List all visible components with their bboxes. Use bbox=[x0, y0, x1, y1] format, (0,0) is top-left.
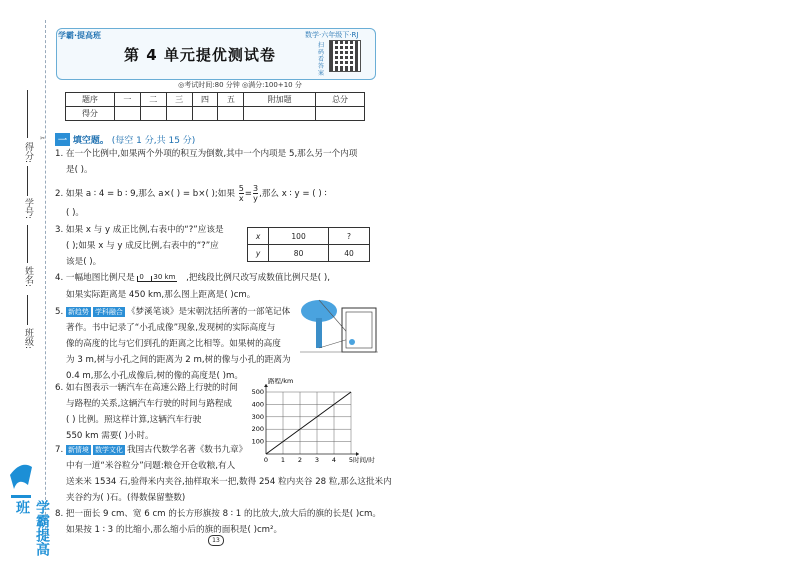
q8-line1: 8. 把一面长 9 cm、宽 6 cm 的长方形旗按 8 ∶ 1 的比放大,放大后的旗的长是( )cm。 bbox=[55, 509, 381, 519]
q2-text1: 2. 如果 a ∶ 4 = b ∶ 9,那么 a×( ) = b×( );如果 bbox=[55, 189, 235, 199]
xy-cell: 100 bbox=[269, 228, 329, 245]
scale-bar-zero: 0 bbox=[139, 272, 144, 281]
q4-text2: ,把线段比例尺改写成数值比例尺是( ), bbox=[186, 273, 330, 283]
q5-line2: 著作。书中记录了“小孔成像”现象,发现树的实际高度与 bbox=[66, 323, 276, 333]
score-header-cell: 二 bbox=[140, 93, 166, 107]
score-cell[interactable] bbox=[140, 107, 166, 121]
x-tick-label: 1 bbox=[280, 456, 286, 464]
score-cell[interactable] bbox=[218, 107, 244, 121]
y-tick-label: 500 bbox=[251, 388, 264, 396]
x-tick-label: 3 bbox=[314, 456, 320, 464]
q5-tag-trend: 新趋势 bbox=[67, 308, 89, 316]
q2-frac2-den: y bbox=[253, 194, 258, 203]
q6-line4: 550 km 需要( )小时。 bbox=[66, 431, 154, 441]
scale-bar-label: 30 km bbox=[153, 272, 176, 281]
q1-line1: 1. 在一个比例中,如果两个外项的积互为倒数,其中一个内项是 5,那么另一个内项 bbox=[55, 149, 358, 159]
y-tick-label: 200 bbox=[251, 425, 264, 434]
q7-line1: 7. 新情境 数学文化 我国古代数学名著《数书九章》 bbox=[55, 445, 248, 455]
q5-line1: 5. 新趋势 学科融合 《梦溪笔谈》是宋朝沈括所著的一部笔记体 bbox=[55, 307, 291, 317]
q2-frac2-num: 3 bbox=[253, 184, 259, 193]
xy-cell: 80 bbox=[269, 245, 329, 262]
xy-cell: y bbox=[248, 245, 269, 262]
q5-line3: 像的高度的比与它们到孔的距离之比相等。如果树的高度 bbox=[66, 339, 281, 349]
q7-line3: 送来米 1534 石,验得米内夹谷,抽样取米一把,数得 254 粒内夹谷 28 粒,那么这批米内 bbox=[66, 477, 392, 487]
q6-line1: 6. 如右图表示一辆汽车在高速公路上行驶的时间 bbox=[55, 383, 238, 393]
grade-tag: 数学·六年级下·RJ bbox=[305, 31, 359, 39]
q4-text1: 4. 一幅地图比例尺是 bbox=[55, 273, 135, 283]
scale-bar bbox=[137, 272, 183, 284]
score-row-label: 得分 bbox=[66, 107, 115, 121]
scale-bar-tick bbox=[137, 276, 138, 282]
q7-tag-culture: 数学文化 bbox=[94, 446, 123, 454]
q2-frac1-num: 5 bbox=[238, 184, 244, 193]
qr-caption: 扫码看答案 bbox=[318, 42, 325, 77]
q7-line4: 夹谷约为( )石。(得数保留整数) bbox=[66, 493, 186, 503]
q7-tag-context: 新情境 bbox=[67, 446, 89, 454]
binding-cut-line bbox=[45, 20, 46, 540]
q6-line3: ( ) 比例。照这样计算,这辆汽车行驶 bbox=[66, 415, 202, 425]
q8-line2: 如果按 1 ∶ 3 的比缩小,那么缩小后的旗的面积是( )cm²。 bbox=[66, 525, 283, 535]
x-axis-label: 时间/时 bbox=[353, 456, 375, 464]
xy-cell: 40 bbox=[328, 245, 369, 262]
q2-text2: ,那么 x ∶ y = ( ) ∶ bbox=[259, 189, 327, 199]
student-id-label: 学号: bbox=[23, 198, 33, 220]
q6-line2: 与路程的关系,这辆汽车行驶的时间与路程成 bbox=[66, 399, 233, 409]
y-tick-label: 100 bbox=[251, 437, 264, 446]
xy-row-x bbox=[248, 228, 370, 245]
score-line bbox=[27, 90, 28, 138]
name-label: 姓名: bbox=[23, 266, 33, 288]
score-cell[interactable] bbox=[166, 107, 192, 121]
score-header-cell: 四 bbox=[192, 93, 218, 107]
score-table bbox=[65, 92, 365, 121]
q2-fraction1 bbox=[239, 184, 244, 203]
score-header-cell: 一 bbox=[114, 93, 140, 107]
q5-line4: 为 3 m,树与小孔之间的距离为 2 m,树的像与小孔的距离为 bbox=[66, 355, 291, 365]
section-number: 一 bbox=[55, 133, 70, 146]
q7-text: 我国古代数学名著《数书九章》 bbox=[126, 445, 248, 455]
qr-code-pattern bbox=[333, 44, 355, 66]
xy-cell: x bbox=[248, 228, 269, 245]
distance-time-chart bbox=[250, 378, 380, 468]
section-heading bbox=[55, 133, 195, 146]
scale-bar-tick bbox=[151, 276, 152, 282]
x-tick-label: 0 bbox=[263, 456, 269, 464]
score-cell[interactable] bbox=[316, 107, 365, 121]
score-table-header-row bbox=[66, 93, 365, 107]
xy-row-y bbox=[248, 245, 370, 262]
q3-line2: ( );如果 x 与 y 成反比例,右表中的“?”应 bbox=[66, 241, 219, 251]
q2-fraction2 bbox=[253, 184, 258, 203]
q3-line1: 3. 如果 x 与 y 成正比例,右表中的“?”应该是 bbox=[55, 225, 224, 235]
score-header-cell: 总分 bbox=[316, 93, 365, 107]
section-title: 填空题。 bbox=[72, 136, 109, 146]
xy-cell: ? bbox=[328, 228, 369, 245]
x-tick-label: 5 bbox=[348, 456, 354, 464]
score-cell[interactable] bbox=[244, 107, 316, 121]
student-id-line bbox=[27, 166, 28, 196]
score-table-score-row bbox=[66, 107, 365, 121]
score-label: 得分: bbox=[23, 142, 33, 164]
q4-line2: 如果实际距离是 450 km,那么图上距离是( )cm。 bbox=[66, 290, 256, 300]
q2-line1 bbox=[55, 184, 327, 203]
q4-line1 bbox=[55, 270, 330, 286]
name-line bbox=[27, 225, 28, 263]
score-header-cell: 三 bbox=[166, 93, 192, 107]
score-cell[interactable] bbox=[192, 107, 218, 121]
y-tick-label: 300 bbox=[251, 412, 264, 421]
score-header-cell: 附加题 bbox=[244, 93, 316, 107]
xy-table bbox=[247, 227, 370, 262]
x-tick-label: 4 bbox=[331, 456, 337, 464]
q5-text: 《梦溪笔谈》是宋朝沈括所著的一部笔记体 bbox=[126, 307, 291, 317]
score-cell[interactable] bbox=[114, 107, 140, 121]
q5-line5: 0.4 m,那么小孔成像后,树的像的高度是( )m。 bbox=[66, 371, 243, 381]
score-header-cell: 题序 bbox=[66, 93, 115, 107]
q1-line2: 是( )。 bbox=[66, 165, 93, 175]
y-tick-label: 400 bbox=[251, 400, 264, 409]
page-number: 13 bbox=[208, 535, 224, 546]
brand-logo bbox=[6, 455, 50, 560]
q2-line2: ( )。 bbox=[66, 208, 85, 218]
q2-frac1-den: x bbox=[238, 194, 244, 203]
y-axis-label: 路程/km bbox=[268, 378, 294, 385]
q2-equals: = bbox=[244, 189, 252, 199]
page-title: 第 4 单元提优测试卷 bbox=[124, 46, 276, 64]
section-note: (每空 1 分,共 15 分) bbox=[111, 136, 196, 146]
x-tick-label: 2 bbox=[297, 456, 303, 464]
brand-text: 学霸提高班 bbox=[14, 500, 50, 556]
class-line bbox=[27, 295, 28, 325]
series-tag: 学霸·提高班 bbox=[58, 31, 102, 40]
q7-line2: 中有一道“米谷粒分”问题:粮仓开仓收粮,有人 bbox=[66, 461, 236, 471]
fold-mark: ✂ bbox=[39, 135, 46, 142]
pinhole-illustration bbox=[300, 296, 378, 360]
class-label: 班级: bbox=[23, 328, 33, 350]
exam-meta: ◎考试时间:80 分钟 ◎满分:100+10 分 bbox=[178, 81, 302, 89]
q3-line3: 该是( )。 bbox=[66, 257, 102, 267]
data-series-line bbox=[266, 392, 351, 454]
q5-tag-subject: 学科融合 bbox=[94, 308, 123, 316]
score-header-cell: 五 bbox=[218, 93, 244, 107]
